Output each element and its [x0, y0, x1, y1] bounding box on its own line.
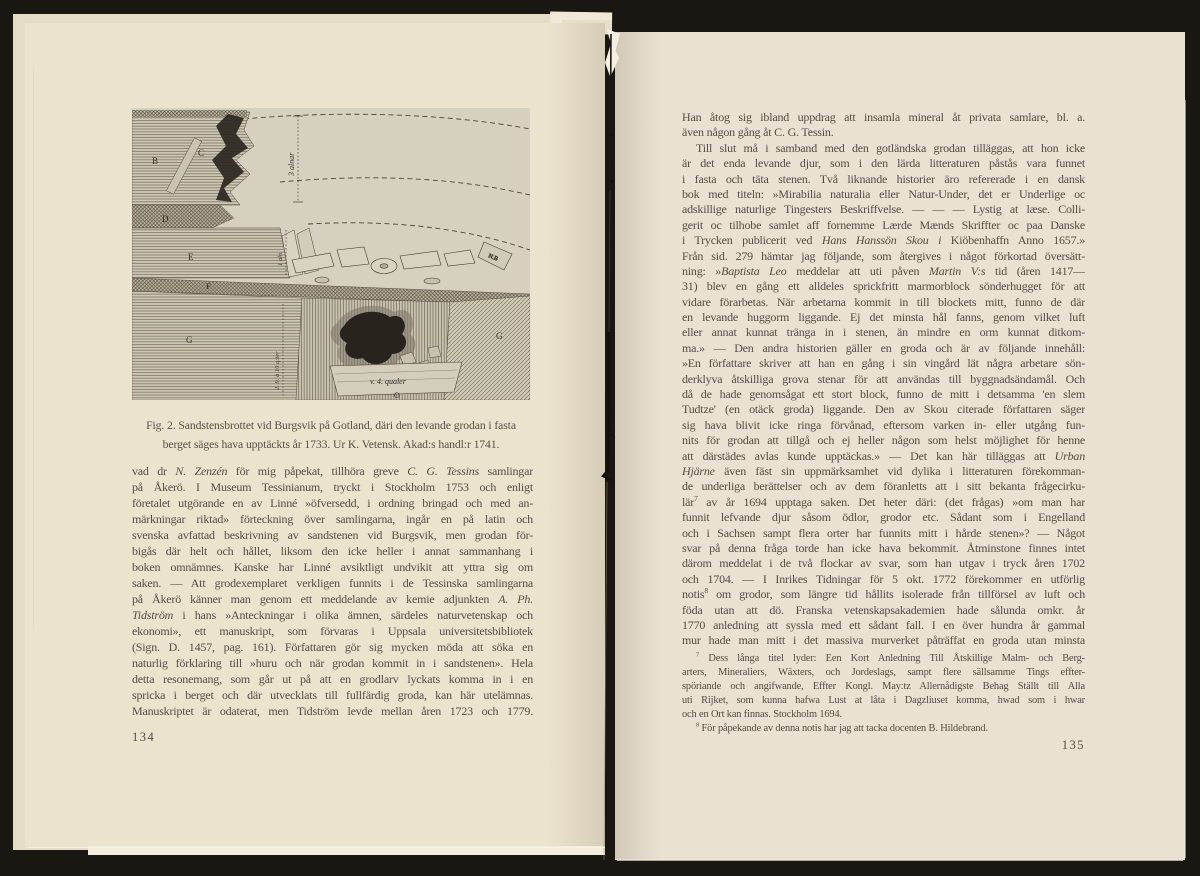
figure-letter-b: B — [152, 156, 159, 166]
text-line: adskillige naturlige Tingesters Beskriffvelse. — — — Lystig at læse. Colli- — [682, 202, 1085, 217]
spine-seam-faint — [604, 482, 607, 860]
text-line: de underliga berättelser och av dem föranletts att i sitt bekanta frågecirku- — [682, 479, 1085, 494]
figure-engraving — [132, 108, 530, 400]
text-line: svenska avfattad beskrivning av sandstenen vid Burgsvik, men grodan för- — [132, 528, 533, 542]
figure-letter-d: D — [162, 214, 169, 224]
text-line: bigås där helt och hållet, liksom den icke heller i annat sammanhang i — [132, 544, 533, 558]
figure-letter-e: E — [188, 252, 194, 262]
text-line: $^7$ Dess långa titel lyder: Een Kort Anledning Till Åtskillige Malm- och Berg- — [696, 652, 1085, 664]
text-line: lär$^7$ av år 1694 upptaga saken. Det heter däri: (det frågas) »om man har — [682, 494, 1085, 509]
text-line: (Sign. D. 1457, pag. 161). Författaren gör sig mycken möda att söka en — [132, 640, 533, 654]
text-line: en levande huggorm liggande. Ej det minsta hål fanns, genom vilket luft — [682, 310, 1085, 325]
right-page-bottom-edge — [617, 859, 1183, 861]
text-line: derklyva åtskilliga grova stenar för att användas till byggnadsändamål. Och — [682, 371, 1085, 386]
text-line: då de hade genomsågat ett stort block, funno de mitt i detsamma 'en slem — [682, 387, 1085, 402]
text-line: och en Ort kan finnas. Stockholm 1694. — [682, 709, 842, 720]
left-page-body-text — [132, 463, 533, 719]
text-line: nits för grodan att tillgå och ej heller någon som helst möjlighet för henne — [682, 433, 1085, 448]
text-line: vad dr N. Zenzén för mig påpekat, tillhöra greve C. G. Tessins samlingar — [132, 464, 533, 478]
text-line: mur hade man mitt i det massiva murverket påträffat en groda utan minsta — [682, 633, 1085, 648]
figure-letter-c: C — [198, 148, 205, 158]
figure-image — [132, 108, 530, 400]
left-page-bottom-edge — [28, 847, 605, 848]
text-line: att därstädes avlas kunde upptäckas.» — Det kan här tilläggas att Urban — [682, 448, 1085, 463]
left-page — [25, 23, 605, 848]
figure-block-label-nb: N.B — [487, 253, 499, 263]
text-line: sig hava blivit icke ringa förvånad, eftersom varken in- eller utgång fun- — [682, 417, 1085, 432]
stitch-mark-2 — [610, 180, 612, 182]
text-line: gerit oc tilhobe samlet aff fornemme Lærde Mænds Skriffter oc paa Danske — [682, 217, 1085, 232]
figure-caption — [105, 416, 557, 454]
text-line: bok med titeln: »Mirabilia naturalia eller Natur-Under, det er Underlige oc — [682, 186, 1085, 201]
spine-crack-upper — [610, 34, 611, 190]
text-line: Till slut må i samband med den gotländska grodan tilläggas, att hon icke — [696, 140, 1085, 155]
right-page-right-edge — [1184, 100, 1186, 858]
text-line: därom meddelat i de två flockar av svar, som han utgav i tryck åren 1702 — [682, 556, 1085, 571]
figure-measure-bottom: 2. 9. à 10 q:ter — [274, 351, 281, 390]
text-line: eller annat kunnat tränga in i stenen, än mindre en orm kunnat ditkom- — [682, 325, 1085, 340]
binding-thread-hook — [603, 470, 612, 480]
figure-letter-f: F — [206, 281, 211, 291]
text-line: spricka i berget och där utvecklats till fullfärdig groda, kan här utelämnas. — [132, 688, 533, 702]
stitch-mark-3 — [609, 429, 611, 431]
text-line: funnit lefvande djur såsom ödlor, grodor etc. Sådant som i Engelland — [682, 510, 1085, 525]
right-page — [615, 32, 1185, 860]
right-page-body-text — [682, 110, 1085, 649]
figure-trough-label: v. 4. qualer — [370, 377, 406, 386]
text-line: »En författare skriver att han en gång i sin vingård lät några arbetare sön- — [682, 356, 1085, 371]
text-line: ekonomi», ett manuskript, som förvaras i Uppsala universitetsbibliotek — [132, 624, 533, 638]
text-line: ning: »Baptista Leo meddelar att uti påven Martin V:s tid (åren 1417— — [682, 263, 1085, 278]
text-line: arters, Mineraliers, Wäxters, och Jordeslags, sampt flere sällsamme Tings effter- — [682, 667, 1085, 678]
text-line: saken. — Att grodexemplaret verkligen funnits i de Tessinska samlingarna — [132, 576, 533, 590]
text-line: uti Rijket, som kunna hafwa Lust at låta i Dagzliuset komma, hwad som i hwar — [682, 695, 1085, 706]
text-line: i Trycken publicerit ved Hans Hanssön Skou i Kiöbenhaffn Anno 1657.» — [682, 233, 1085, 248]
figure-measure-top: 3 alnar — [287, 152, 296, 176]
spine-crack-lower — [608, 332, 609, 472]
text-line: notis$^8$ om grodor, som längre tid hållits isolerade från tillförsel av luft och — [682, 587, 1085, 602]
text-line: Tidström i hans »Anteckningar i olika ämnen, särdeles naturvetenskap och — [132, 608, 533, 622]
text-line: föda utan att dö. Franska vetenskapsakademien hade sålunda omkr. år — [682, 602, 1085, 617]
text-line: naturlig förklaring till »huru och när grodan kommit in i sandstenen». Hela — [132, 656, 533, 670]
figure-caption-line-1: Fig. 2. Sandstensbrottet vid Burgsvik på Gotland, däri den levande grodan i fasta — [146, 419, 516, 432]
page-number-left: 134 — [132, 730, 156, 744]
figure-measure-mid: 1 aln — [277, 252, 284, 266]
text-line: Från sid. 279 hämtar jag följande, som återgives i något förkortad översätt- — [682, 248, 1085, 263]
text-line: ma.» — Den andra historien gäller en groda och är av följande innehåll: — [682, 340, 1085, 355]
spine-crack-middle — [609, 190, 610, 332]
figure-caption-line-2: berget säges hava upptäckts år 1733. Ur K. Vetensk. Akad:s handl:r 1741. — [162, 438, 500, 451]
text-line: Tudtze' (en otäck groda) liggande. Den av Skou citerade författaren säger — [682, 402, 1085, 417]
figure-trough-sub-label: O — [394, 391, 400, 400]
text-line: i fasta och täta stenen. Två liknande historier äro refererade i en dansk — [682, 171, 1085, 186]
text-line: 31) blev en gång ett alldeles sprickfritt marmorblock sönderhugget för att — [682, 279, 1085, 294]
spine-gap — [598, 0, 622, 876]
text-line: 1770 anledning att syssla med ett sådant fall. I en över hundra år gammal — [682, 617, 1085, 632]
text-line: $^8$ För påpekande av denna notis har jag att tacka docenten B. Hildebrand. — [696, 722, 988, 734]
text-line: Han åtog sig ibland uppdrag att insamla mineral åt privata samlare, bl. a. — [682, 110, 1085, 124]
figure-letter-g: G — [186, 335, 193, 345]
quarry-lower-wall — [132, 291, 530, 400]
text-line: och i Sachsen sampt flera orter har funnits mitt i hårde stenen»? — Något — [682, 525, 1085, 540]
stitch-mark-1 — [610, 134, 613, 137]
page-number-right: 135 — [1061, 738, 1085, 752]
stitch-thread — [610, 433, 615, 438]
text-line: på Åkerö känner man genom ett meddelande av kemie adjunkten A. Ph. — [132, 592, 533, 606]
text-line: på Åkerö. I Museum Tessinianum, tryckt i Stockholm 1753 och enligt — [132, 480, 533, 494]
text-line: och 1704. — I Inrikes Tidningar för 5 okt. 1772 förekommer en utförlig — [682, 571, 1085, 586]
text-line: är det enda levande djur, som i den lärda litteraturen påstås vara funnet — [682, 156, 1085, 171]
text-line: märkningar riktad» förteckning över samlingarna, ingår en på latin och — [132, 512, 533, 526]
text-line: detta resonemang, som går ut på att en grodlarv lyckats komma in i en — [132, 672, 533, 686]
quarry-block-e — [132, 228, 319, 278]
page-fold-line — [33, 68, 34, 628]
text-line: spöriande och angifwande, Effter Kongl. May:tz Allernådigste Behag Ställt till Alla — [682, 681, 1085, 692]
text-line: även någon gång åt C. G. Tessin. — [682, 125, 834, 140]
quarry-band-d — [132, 205, 234, 228]
right-page-footnotes — [682, 652, 1085, 736]
text-line: svar på denna fråga torde han icke hava bekommit. Åtminstone finnes intet — [682, 540, 1085, 555]
text-line: Manuskriptet är odaterat, men Tidström levde mellan åren 1723 och 1779. — [132, 704, 533, 718]
text-line: Hjärne även fäst sin uppmärksamhet vid dylika i litteraturen förekomman- — [682, 463, 1085, 478]
text-line: vidare förarbetas. När arbetarna kommit in till blockets mitt, funno de där — [682, 294, 1085, 309]
figure-letter-g2: G — [496, 331, 503, 341]
text-line: företalet utgörande en av Linné »öfversedd, i ordning bringad och med an- — [132, 496, 533, 510]
text-line: boken omnämnes. Kanske har Linné avsiktligt undvikit att yttra sig om — [132, 560, 533, 574]
